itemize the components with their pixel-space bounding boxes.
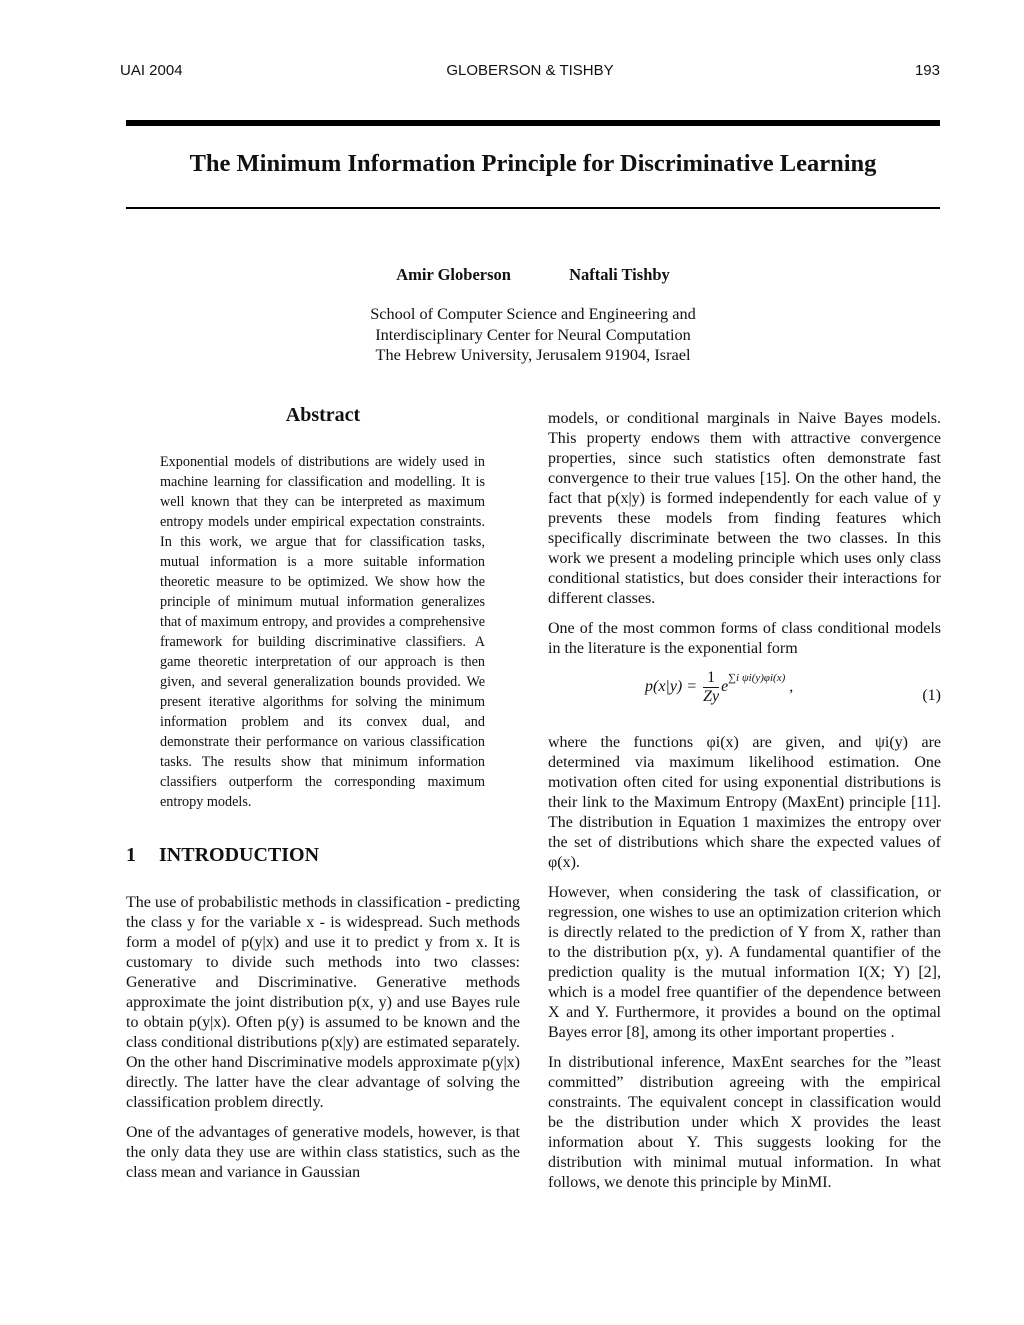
author-name: Naftali Tishby (569, 265, 670, 284)
author-name: Amir Globerson (396, 265, 511, 284)
intro-paragraph: One of the advantages of generative models, however, is that the only data they use are within class statistics, such as the class mean and variance in Gaussian (126, 1124, 520, 1181)
title-rule-bottom (126, 207, 940, 209)
right-column (548, 409, 941, 1193)
conference-label: UAI 2004 (120, 62, 183, 79)
equation-expression (645, 669, 793, 706)
author-list (126, 265, 940, 285)
affiliation-line: Interdisciplinary Center for Neural Computation (375, 324, 691, 344)
equation-lhs: p(x|y) = (645, 678, 698, 696)
section-heading (126, 842, 520, 868)
equation-1 (548, 665, 941, 725)
page-number: 193 (914, 62, 940, 79)
section-number: 1 (126, 844, 136, 866)
fraction-denominator: Zy (703, 688, 720, 705)
section-title: INTRODUCTION (159, 844, 320, 866)
body-paragraph: where the functions φi(x) are given, and ψi(y) are determined via maximum likelihood estimation. One motivation often cited for using exponential distributions is their link to the Maximum Entropy (MaxEnt) principle [11]. The distribution in Equation 1 maximizes the entropy over the set of distributions which share the expected values of φ(x). (548, 734, 941, 871)
body-paragraph: In distributional inference, MaxEnt searches for the ”least committed” distribution agreeing with the empirical constraints. The equivalent concept in classification would be the distribution under which X provides the least information about Y. This suggests looking for the distribution with minimal mutual information. In what follows, we denote this principle by MinMI. (548, 1054, 941, 1191)
body-paragraph: However, when considering the task of classification, or regression, one wishes to use an optimization criterion which is directly related to the prediction of Y from X, rather than to the distribution p(x, y). A fundamental quantifier of the prediction quality is the mutual information I(X; Y) [2], which is a model free quantifier of the dependence between X and Y. Furthermore, it provides a bound on the optimal Bayes error [8], among its other important properties . (548, 884, 941, 1041)
exponent: ∑i ψi(y)φi(x) (728, 672, 786, 685)
fraction-numerator: 1 (703, 669, 719, 688)
equation-number: (1) (922, 687, 941, 704)
affiliation-line: The Hebrew University, Jerusalem 91904, Israel (375, 345, 691, 364)
exponential-base: e (721, 678, 729, 696)
equation-fraction (703, 669, 719, 706)
equation-comma: , (789, 678, 794, 696)
abstract-heading: Abstract (285, 404, 361, 426)
paper-title: The Minimum Information Principle for Discriminative Learning (189, 150, 877, 177)
affiliation-line: School of Computer Science and Engineering and (370, 304, 696, 323)
title-rule-top (126, 120, 940, 126)
body-paragraph: One of the most common forms of class conditional models in the literature is the exponential form (548, 620, 941, 657)
body-paragraph: models, or conditional marginals in Naive Bayes models. This property endows them with attractive convergence properties, since such statistics often demonstrate fast convergence to their true values [15]. On the other hand, the fact that p(x|y) is formed independently for each value of y prevents these models from finding features which specifically discriminate between the two classes. In this work we present a modeling principle which uses only class conditional statistics, but does consider their interactions for different classes. (548, 410, 941, 607)
affiliation (126, 304, 940, 366)
running-header (120, 62, 940, 82)
abstract-text: Exponential models of distributions are widely used in machine learning for classification and modelling. It is well known that they can be interpreted as maximum entropy models under empirical expectation constraints. In this work, we argue that for classification tasks, mutual information is a more suitable information theoretic measure to be optimized. We show how the principle of minimum mutual information generalizes that of maximum entropy, and provides a comprehensive framework for building discriminative classifiers. A game theoretic interpretation of our approach is then given, and several generalization bounds provided. We present iterative algorithms for solving the minimum information problem and its convex dual, and demonstrate their performance on various classification tasks. The results show that minimum information classifiers outperform the corresponding maximum entropy models. (160, 454, 485, 810)
intro-paragraph: The use of probabilistic methods in classification - predicting the class y for the variable x - is widespread. Such methods form a model of p(y|x) and use it to predict y from x. It is customary to divide such methods into two classes: Generative and Discriminative. Generative methods approximate the joint distribution p(x, y) and use Bayes rule to obtain p(y|x). Often p(y) is assumed to be known and the class conditional distributions p(x|y) are estimated separately. On the other hand Discriminative models approximate p(y|x) directly. The latter have the clear advantage of solving the classification problem directly. (126, 894, 520, 1111)
running-authors: GLOBERSON & TISHBY (446, 62, 614, 79)
left-column (126, 400, 520, 1183)
